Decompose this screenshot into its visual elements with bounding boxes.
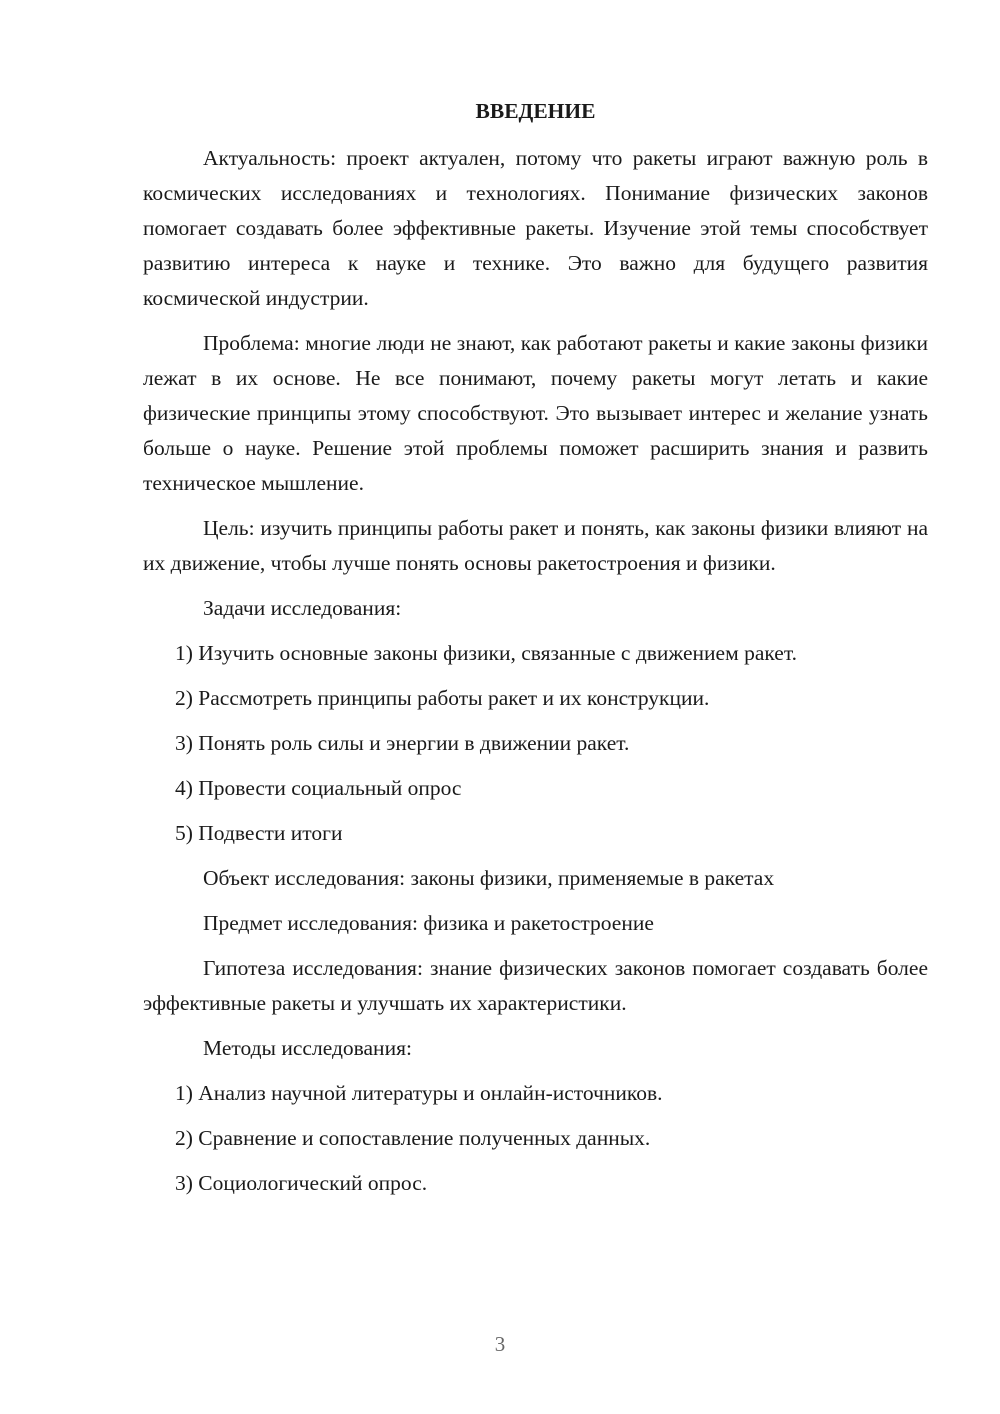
list-item: 3) Понять роль силы и энергии в движении ракет. (175, 731, 630, 755)
problem-paragraph: Проблема: многие люди не знают, как работают ракеты и какие законы физики лежат в их основе. Не все понимают, почему ракеты могут летать и какие физические принципы этому способствуют. Это вызывает интерес и желание узнать больше о науке. Решение этой проблемы поможет расширить знания и развить техническое мышление. (143, 331, 928, 495)
subject-paragraph: Предмет исследования: физика и ракетостроение (203, 911, 654, 935)
list-item: 2) Рассмотреть принципы работы ракет и их конструкции. (175, 686, 710, 710)
object-paragraph: Объект исследования: законы физики, применяемые в ракетах (203, 866, 775, 890)
list-item: 1) Анализ научной литературы и онлайн-источников. (175, 1081, 663, 1105)
methods-heading: Методы исследования: (203, 1036, 412, 1060)
list-item: 4) Провести социальный опрос (175, 776, 462, 800)
list-item: 2) Сравнение и сопоставление полученных данных. (175, 1126, 651, 1150)
hypothesis-paragraph: Гипотеза исследования: знание физических законов помогает создавать более эффективные ракеты и улучшать их характеристики. (143, 956, 928, 1015)
tasks-heading: Задачи исследования: (203, 596, 402, 620)
tasks-list (143, 636, 928, 851)
list-item: 3) Социологический опрос. (175, 1171, 428, 1195)
list-item: 1) Изучить основные законы физики, связанные с движением ракет. (175, 641, 797, 665)
page-number: 3 (494, 1332, 506, 1356)
goal-paragraph: Цель: изучить принципы работы ракет и понять, как законы физики влияют на их движение, чтобы лучше понять основы ракетостроения и физики. (143, 516, 928, 575)
page-content (143, 96, 928, 1211)
methods-list (143, 1076, 928, 1201)
relevance-paragraph: Актуальность: проект актуален, потому что ракеты играют важную роль в космических исследованиях и технологиях. Понимание физических законов помогает создавать более эффективные ракеты. Изучение этой темы способствует развитию интереса к науке и технике. Это важно для будущего развития космической индустрии. (143, 146, 928, 310)
section-title: ВВЕДЕНИЕ (475, 99, 596, 123)
list-item: 5) Подвести итоги (175, 821, 343, 845)
